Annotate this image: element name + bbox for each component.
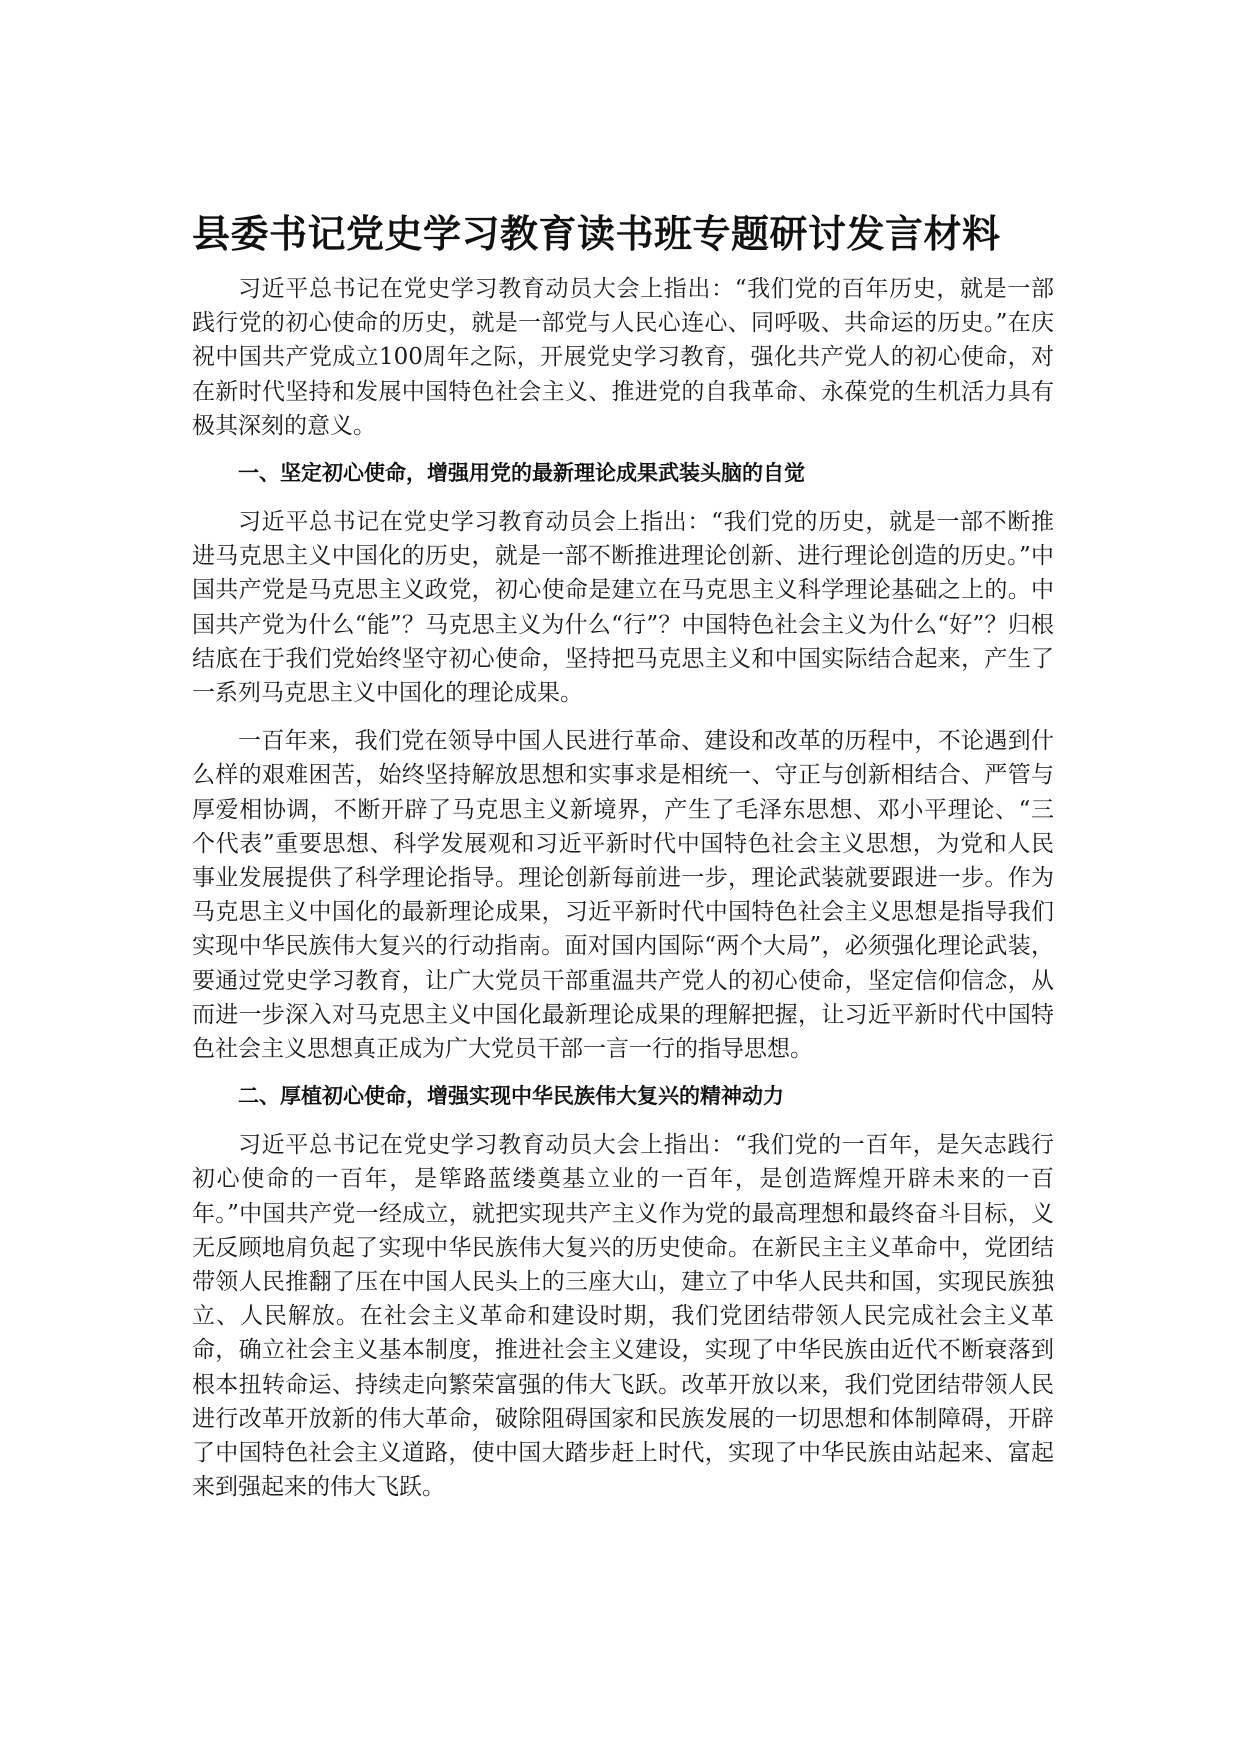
paragraph-section1-1: 习近平总书记在党史学习教育动员会上指出：“我们党的历史，就是一部不断推进马克思主义中国化的历史，就是一部不断推进理论创新、进行理论创造的历史。”中国共产党是马克思主义政党，初心使命是建立在马克思主义科学理论基础之上的。中国共产党为什么“能”？马克思主义为什么“行”？中国特色社会主义为什么“好”？归根结底在于我们党始终坚守初心使命，坚持把马克思主义和中国实际结合起来，产生了一系列马克思主义中国化的理论成果。 — [192, 509, 1054, 707]
paragraph-intro: 习近平总书记在党史学习教育动员大会上指出：“我们党的百年历史，就是一部践行党的初心使命的历史，就是一部党与人民心连心、同呼吸、共命运的历史。”在庆祝中国共产党成立100周年之际，开展党史学习教育，强化共产党人的初心使命，对在新时代坚持和发展中国特色社会主义、推进党的自我革命、永葆党的生机活力具有极其深刻的意义。 — [192, 276, 1054, 439]
paragraph-section1-2: 一百年来，我们党在领导中国人民进行革命、建设和改革的历程中，不论遇到什么样的艰难困苦，始终坚持解放思想和实事求是相统一、守正与创新相结合、严管与厚爱相协调，不断开辟了马克思主义新境界，产生了毛泽东思想、邓小平理论、“三个代表”重要思想、科学发展观和习近平新时代中国特色社会主义思想，为党和人民事业发展提供了科学理论指导。理论创新每前进一步，理论武装就要跟进一步。作为马克思主义中国化的最新理论成果，习近平新时代中国特色社会主义思想是指导我们实现中华民族伟大复兴的行动指南。面对国内国际“两个大局”，必须强化理论武装，要通过党史学习教育，让广大党员干部重温共产党人的初心使命，坚定信仰信念，从而进一步深入对马克思主义中国化最新理论成果的理解把握，让习近平新时代中国特色社会主义思想真正成为广大党员干部一言一行的指导思想。 — [192, 728, 1054, 1063]
paragraph-section2-1: 习近平总书记在党史学习教育动员大会上指出：“我们党的一百年，是矢志践行初心使命的一百年，是筚路蓝缕奠基立业的一百年，是创造辉煌开辟未来的一百年。”中国共产党一经成立，就把实现共产主义作为党的最高理想和最终奋斗目标，义无反顾地肩负起了实现中华民族伟大复兴的历史使命。在新民主主义革命中，党团结带领人民推翻了压在中国人民头上的三座大山，建立了中华人民共和国，实现民族独立、人民解放。在社会主义革命和建设时期，我们党团结带领人民完成社会主义革命，确立社会主义基本制度，推进社会主义建设，实现了中华民族由近代不断衰落到根本扭转命运、持续走向繁荣富强的伟大飞跃。改革开放以来，我们党团结带领人民进行改革开放新的伟大革命，破除阻碍国家和民族发展的一切思想和体制障碍，开辟了中国特色社会主义道路，使中国大踏步赶上时代，实现了中华民族由站起来、富起来到强起来的伟大飞跃。 — [192, 1132, 1054, 1501]
document-page — [192, 210, 1054, 1519]
section-heading-1: 一、坚定初心使命，增强用党的最新理论成果武装头脑的自觉 — [238, 461, 805, 486]
section-heading-2: 二、厚植初心使命，增强实现中华民族伟大复兴的精神动力 — [238, 1084, 784, 1109]
document-title: 县委书记党史学习教育读书班专题研讨发言材料 — [192, 212, 1001, 256]
